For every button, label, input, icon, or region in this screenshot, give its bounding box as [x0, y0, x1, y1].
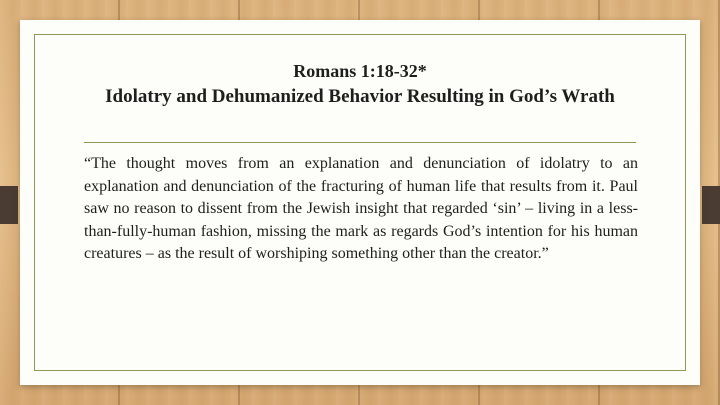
quote-text: “The thought moves from an explanation and denunciation of idolatry to an explanation and denunciation of the fracturing of human life that results from it. Paul saw no reason to dissent from the Jewish insight that regarded ‘sin’ – living in a less-than-fully-human fashion, missing the mark as regards God’s intention for his human creatures – as the result of worshiping something other than the creator.”: [84, 155, 638, 262]
left-edge-tab: [0, 186, 18, 224]
title-divider: [84, 142, 636, 143]
slide-card: [20, 20, 700, 385]
title-block: [60, 58, 660, 110]
slide-title: Romans 1:18-32*: [293, 61, 427, 81]
slide-subtitle: Idolatry and Dehumanized Behavior Resulting in God’s Wrath: [105, 86, 615, 107]
right-edge-tab: [702, 186, 720, 224]
